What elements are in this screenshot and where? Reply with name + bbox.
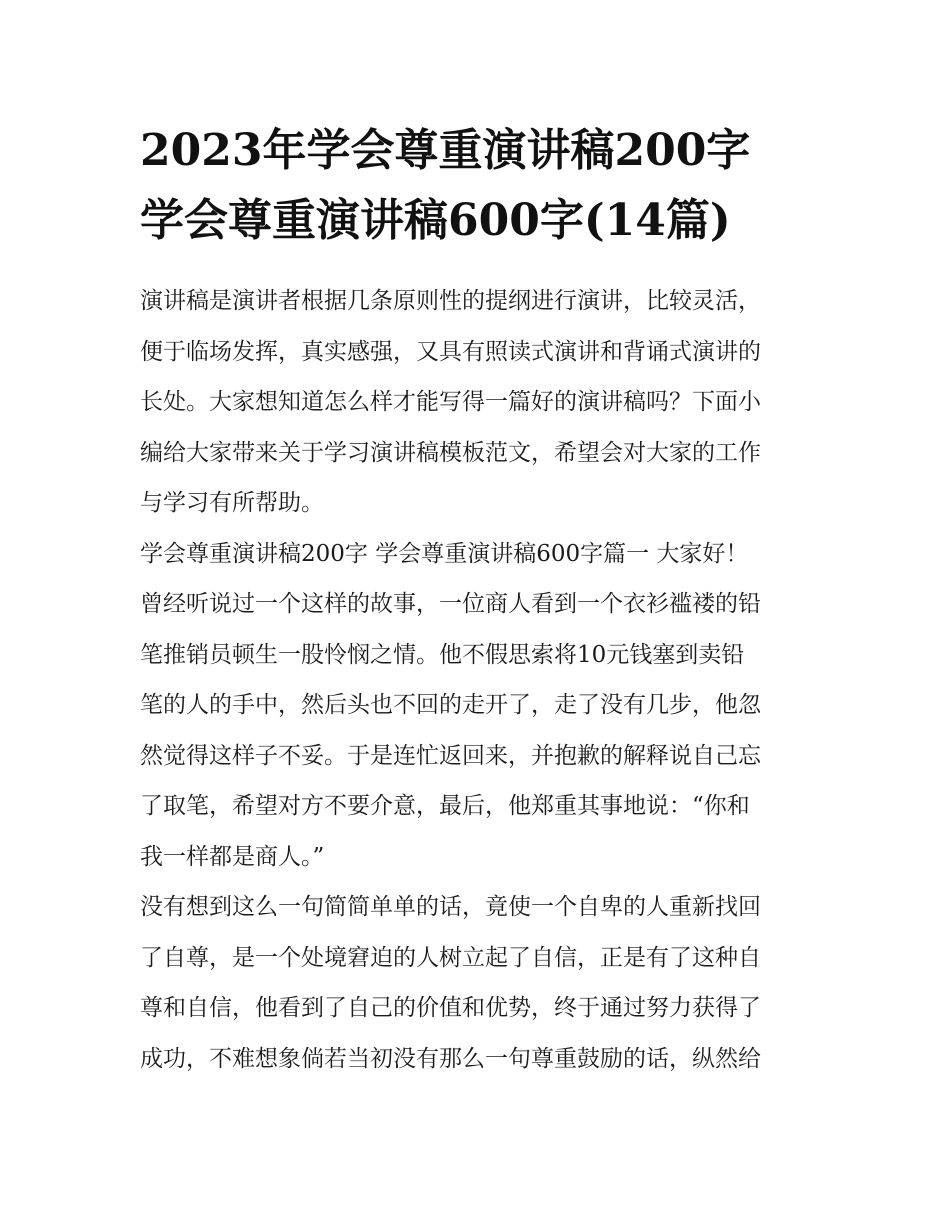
body-line: 曾经听说过一个这样的故事，一位商人看到一个衣衫褴褛的铅 — [140, 591, 761, 617]
body-line: 学会尊重演讲稿200字 学会尊重演讲稿600字篇一 大家好！ — [140, 540, 749, 567]
body-line: 成功，不难想象倘若当初没有那么一句尊重鼓励的话，纵然给 — [140, 1045, 761, 1072]
document-body — [140, 276, 830, 1084]
body-line: 编给大家带来关于学习演讲稿模板范文，希望会对大家的工作 — [140, 439, 761, 466]
body-line: 笔的人的手中，然后头也不回的走开了，走了没有几步，他忽 — [140, 692, 761, 718]
title-line-1: 2023年学会尊重演讲稿200字 — [140, 125, 751, 176]
body-line: 便于临场发挥，真实感强，又具有照读式演讲和背诵式演讲的 — [140, 338, 761, 365]
document-title — [140, 116, 830, 256]
body-line: 了自尊，是一个处境窘迫的人树立起了自信，正是有了这种自 — [140, 944, 761, 971]
body-line: 我一样都是商人。” — [140, 843, 325, 870]
body-line: 尊和自信，他看到了自己的价值和优势，终于通过努力获得了 — [140, 995, 761, 1021]
body-line: 没有想到这么一句简简单单的话，竟使一个自卑的人重新找回 — [140, 894, 761, 920]
title-line-2: 学会尊重演讲稿600字(14篇) — [140, 195, 731, 246]
body-line: 演讲稿是演讲者根据几条原则性的提纲进行演讲，比较灵活， — [140, 288, 761, 314]
body-line: 然觉得这样子不妥。于是连忙返回来，并抱歉的解释说自己忘 — [140, 742, 761, 769]
body-line: 了取笔，希望对方不要介意，最后，他郑重其事地说：“你和 — [140, 793, 750, 819]
body-line: 笔推销员顿生一股怜悯之情。他不假思索将10元钱塞到卖铅 — [140, 641, 745, 668]
body-line: 长处。大家想知道怎么样才能写得一篇好的演讲稿吗？下面小 — [140, 389, 761, 415]
body-line: 与学习有所帮助。 — [140, 490, 324, 516]
